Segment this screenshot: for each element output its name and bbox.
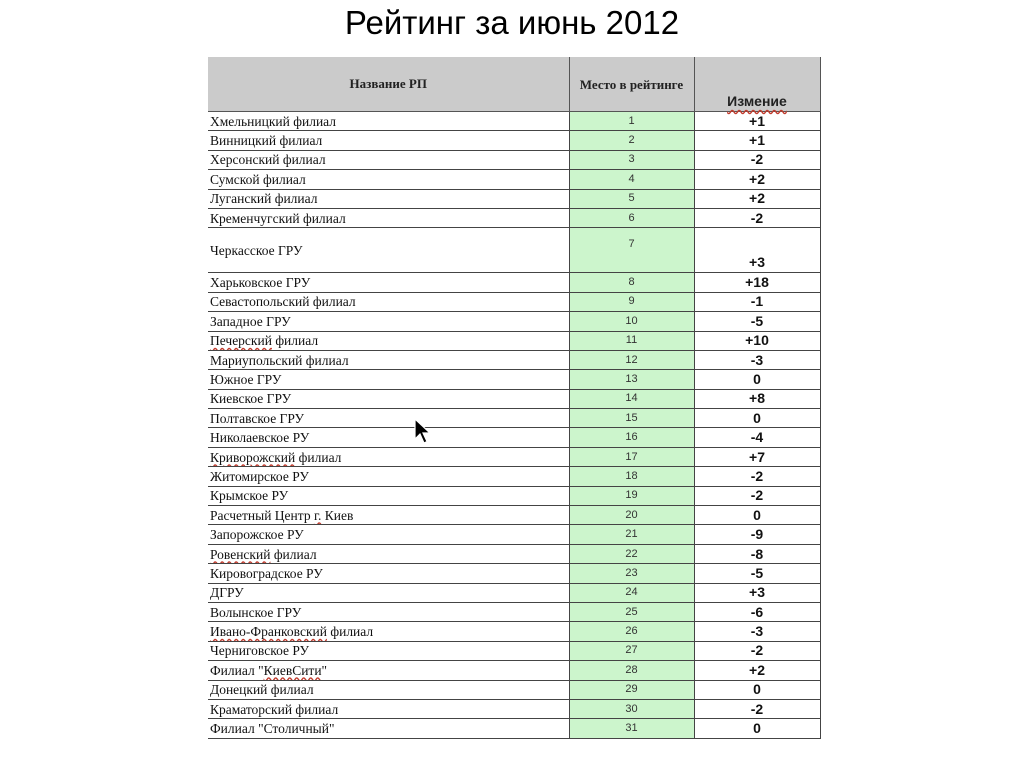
rating-place-cell: 16 [569,428,694,447]
branch-name-cell: Крымское РУ [208,486,569,505]
rating-change-cell: -5 [694,312,820,331]
branch-name-part: Расчетный Центр [210,507,314,523]
table-row [208,699,820,718]
rating-change-cell: -3 [694,350,820,369]
branch-name-part: Криворожский [210,449,296,465]
rating-change-cell: -6 [694,602,820,621]
branch-name-part: филиал [295,449,342,465]
rating-place-cell: 19 [569,486,694,505]
table-row [208,350,820,369]
branch-name-cell: Житомирское РУ [208,467,569,486]
branch-name-cell: Запорожское РУ [208,525,569,544]
table-row [208,208,820,227]
branch-name-cell: Полтавское ГРУ [208,409,569,428]
branch-name-cell [208,622,569,641]
table-row [208,112,820,131]
branch-name-cell: Кировоградское РУ [208,564,569,583]
table-row [208,370,820,389]
branch-name-cell [208,447,569,466]
rating-change-cell: +2 [694,661,820,680]
rating-change-cell: +2 [694,189,820,208]
header-change [694,57,820,112]
rating-place-cell: 31 [569,719,694,738]
rating-place-cell: 15 [569,409,694,428]
rating-place-cell: 4 [569,170,694,189]
rating-change-cell: -4 [694,428,820,447]
rating-place-cell: 27 [569,641,694,660]
table-row [208,228,820,273]
table-row [208,583,820,602]
rating-change-cell: +10 [694,331,820,350]
rating-place-cell: 7 [569,228,694,273]
rating-change-cell: +8 [694,389,820,408]
branch-name-cell [208,506,569,525]
table-row [208,273,820,292]
branch-name-part: Ровенский [210,546,271,562]
rating-place-cell: 24 [569,583,694,602]
rating-place-cell: 11 [569,331,694,350]
rating-change-cell: -5 [694,564,820,583]
table-row [208,544,820,563]
branch-name-part: г. [313,507,322,523]
branch-name-cell: Херсонский филиал [208,150,569,169]
header-change-label: Измение [727,93,787,109]
table-row [208,389,820,408]
branch-name-cell: Хмельницкий филиал [208,112,569,131]
branch-name-part: Киев [321,507,354,523]
table-row [208,506,820,525]
rating-place-cell: 14 [569,389,694,408]
branch-name-cell: Винницкий филиал [208,131,569,150]
rating-change-cell: 0 [694,719,820,738]
branch-name-cell: ДГРУ [208,583,569,602]
rating-place-cell: 22 [569,544,694,563]
branch-name-cell [208,331,569,350]
rating-change-cell: +3 [694,228,820,273]
rating-place-cell: 29 [569,680,694,699]
rating-place-cell: 21 [569,525,694,544]
rating-change-cell: +7 [694,447,820,466]
branch-name-cell: Киевское ГРУ [208,389,569,408]
branch-name-part: Филиал " [210,662,264,678]
rating-change-cell: +18 [694,273,820,292]
branch-name-part: филиал [271,333,319,349]
rating-change-cell: 0 [694,370,820,389]
table-row [208,719,820,738]
rating-place-cell: 5 [569,189,694,208]
rating-place-cell: 2 [569,131,694,150]
rating-place-cell: 6 [569,208,694,227]
rating-change-cell: +1 [694,112,820,131]
branch-name-part: филиал [326,624,374,640]
table-row [208,312,820,331]
table-row [208,150,820,169]
branch-name-part: Печерский [210,333,272,349]
rating-change-cell: -2 [694,208,820,227]
rating-change-cell: -8 [694,544,820,563]
branch-name-cell: Черкасское ГРУ [208,228,569,273]
rating-change-cell: 0 [694,680,820,699]
branch-name-cell: Николаевское РУ [208,428,569,447]
branch-name-cell: Южное ГРУ [208,370,569,389]
rating-change-cell: -2 [694,699,820,718]
table-row [208,447,820,466]
rating-place-cell: 25 [569,602,694,621]
rating-place-cell: 13 [569,370,694,389]
rating-place-cell: 10 [569,312,694,331]
table-row [208,428,820,447]
rating-change-cell: -2 [694,486,820,505]
branch-name-cell: Черниговское РУ [208,641,569,660]
branch-name-cell: Луганский филиал [208,189,569,208]
table-row [208,602,820,621]
rating-table [208,57,821,739]
table-row [208,525,820,544]
rating-change-cell: -2 [694,150,820,169]
branch-name-cell: Кременчугский филиал [208,208,569,227]
rating-change-cell: -3 [694,622,820,641]
table-row [208,131,820,150]
table-row [208,564,820,583]
rating-change-cell: -2 [694,467,820,486]
rating-change-cell: -9 [694,525,820,544]
rating-place-cell: 17 [569,447,694,466]
mouse-pointer-icon [413,418,433,446]
rating-place-cell: 28 [569,661,694,680]
rating-change-cell: 0 [694,409,820,428]
table-row [208,189,820,208]
branch-name-cell [208,661,569,680]
rating-place-cell: 26 [569,622,694,641]
header-place: Место в рейтинге [569,57,694,112]
table-row [208,292,820,311]
rating-change-cell: +1 [694,131,820,150]
rating-place-cell: 23 [569,564,694,583]
rating-change-cell: -1 [694,292,820,311]
branch-name-cell: Мариупольский филиал [208,350,569,369]
branch-name-cell: Волынское ГРУ [208,602,569,621]
table-row [208,409,820,428]
branch-name-cell: Филиал "Столичный" [208,719,569,738]
table-header-row [208,57,820,112]
branch-name-cell: Харьковское ГРУ [208,273,569,292]
rating-place-cell: 30 [569,699,694,718]
rating-place-cell: 1 [569,112,694,131]
rating-change-cell: -2 [694,641,820,660]
rating-change-cell: +3 [694,583,820,602]
branch-name-part: КиевСити [263,662,322,678]
branch-name-cell: Краматорский филиал [208,699,569,718]
table-row [208,622,820,641]
rating-change-cell: 0 [694,506,820,525]
branch-name-part: Ивано-Франковский [210,624,327,640]
rating-place-cell: 20 [569,506,694,525]
rating-place-cell: 9 [569,292,694,311]
table-row [208,661,820,680]
table-row [208,467,820,486]
rating-place-cell: 12 [569,350,694,369]
rating-place-cell: 18 [569,467,694,486]
branch-name-cell: Западное ГРУ [208,312,569,331]
table-row [208,680,820,699]
table-row [208,641,820,660]
table-row [208,486,820,505]
branch-name-cell: Сумской филиал [208,170,569,189]
branch-name-cell: Севастопольский филиал [208,292,569,311]
branch-name-cell [208,544,569,563]
branch-name-cell: Донецкий филиал [208,680,569,699]
rating-place-cell: 3 [569,150,694,169]
branch-name-part: филиал [270,546,317,562]
branch-name-part: " [321,662,328,678]
rating-change-cell: +2 [694,170,820,189]
table-row [208,331,820,350]
slide-title: Рейтинг за июнь 2012 [344,4,680,41]
table-row [208,170,820,189]
header-name: Название РП [208,57,569,112]
rating-place-cell: 8 [569,273,694,292]
